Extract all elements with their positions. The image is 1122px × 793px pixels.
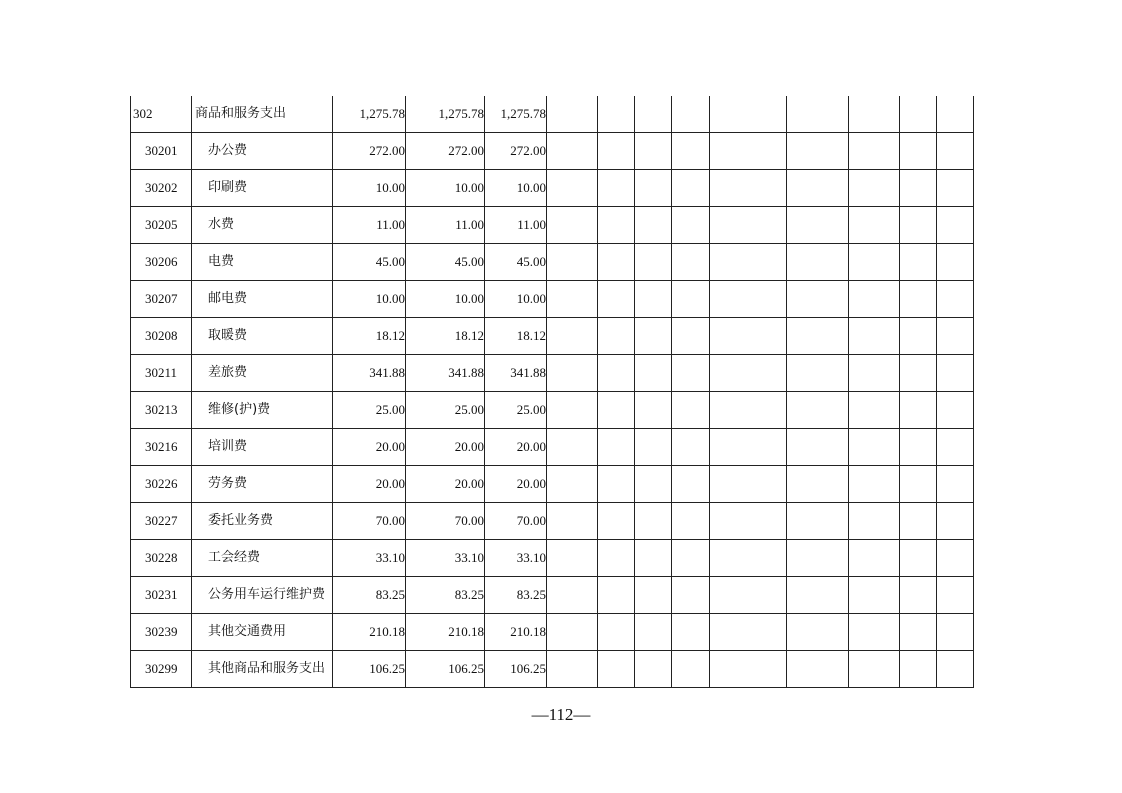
cell-amount-1: 11.00 <box>333 207 406 244</box>
cell-empty <box>635 540 672 577</box>
cell-name: 邮电费 <box>192 281 333 318</box>
cell-name: 水费 <box>192 207 333 244</box>
cell-amount-1: 83.25 <box>333 577 406 614</box>
cell-empty <box>672 170 710 207</box>
cell-code: 30299 <box>131 651 192 688</box>
cell-empty <box>598 503 635 540</box>
table-row <box>131 244 974 281</box>
cell-empty <box>547 392 598 429</box>
cell-amount-1: 1,275.78 <box>333 96 406 133</box>
cell-empty <box>900 170 937 207</box>
cell-empty <box>900 392 937 429</box>
cell-empty <box>710 133 787 170</box>
cell-code: 30216 <box>131 429 192 466</box>
cell-empty <box>900 207 937 244</box>
cell-name: 公务用车运行维护费 <box>192 577 333 614</box>
cell-code: 30201 <box>131 133 192 170</box>
cell-name: 培训费 <box>192 429 333 466</box>
cell-empty <box>547 96 598 133</box>
cell-code: 30213 <box>131 392 192 429</box>
cell-empty <box>900 429 937 466</box>
cell-empty <box>598 318 635 355</box>
table-row <box>131 466 974 503</box>
cell-name: 其他交通费用 <box>192 614 333 651</box>
cell-amount-1: 18.12 <box>333 318 406 355</box>
cell-amount-3: 18.12 <box>485 318 547 355</box>
cell-empty <box>787 170 849 207</box>
cell-amount-2: 20.00 <box>406 466 485 503</box>
cell-empty <box>710 651 787 688</box>
table-row <box>131 133 974 170</box>
cell-empty <box>900 96 937 133</box>
cell-amount-2: 10.00 <box>406 170 485 207</box>
cell-amount-3: 1,275.78 <box>485 96 547 133</box>
cell-empty <box>787 614 849 651</box>
table-row <box>131 429 974 466</box>
cell-empty <box>635 392 672 429</box>
cell-empty <box>598 133 635 170</box>
cell-empty <box>900 503 937 540</box>
cell-amount-3: 83.25 <box>485 577 547 614</box>
cell-empty <box>672 540 710 577</box>
cell-empty <box>937 614 974 651</box>
cell-amount-1: 45.00 <box>333 244 406 281</box>
cell-empty <box>635 355 672 392</box>
cell-empty <box>672 281 710 318</box>
cell-amount-1: 10.00 <box>333 281 406 318</box>
cell-code: 30211 <box>131 355 192 392</box>
cell-empty <box>710 244 787 281</box>
cell-amount-1: 272.00 <box>333 133 406 170</box>
cell-empty <box>900 133 937 170</box>
cell-empty <box>710 355 787 392</box>
cell-empty <box>787 466 849 503</box>
cell-empty <box>672 244 710 281</box>
cell-name: 工会经费 <box>192 540 333 577</box>
cell-amount-2: 45.00 <box>406 244 485 281</box>
cell-empty <box>787 96 849 133</box>
cell-empty <box>672 392 710 429</box>
cell-empty <box>547 540 598 577</box>
cell-empty <box>547 133 598 170</box>
cell-empty <box>849 577 900 614</box>
cell-empty <box>672 207 710 244</box>
cell-code: 30207 <box>131 281 192 318</box>
cell-empty <box>937 503 974 540</box>
cell-empty <box>710 96 787 133</box>
table-row <box>131 281 974 318</box>
cell-code: 30202 <box>131 170 192 207</box>
cell-empty <box>672 651 710 688</box>
cell-amount-3: 45.00 <box>485 244 547 281</box>
cell-empty <box>787 503 849 540</box>
table-row <box>131 392 974 429</box>
cell-empty <box>635 614 672 651</box>
cell-amount-3: 106.25 <box>485 651 547 688</box>
cell-name: 办公费 <box>192 133 333 170</box>
cell-empty <box>635 244 672 281</box>
cell-empty <box>849 96 900 133</box>
cell-amount-2: 210.18 <box>406 614 485 651</box>
cell-empty <box>937 429 974 466</box>
cell-empty <box>849 355 900 392</box>
cell-name: 其他商品和服务支出 <box>192 651 333 688</box>
cell-empty <box>710 170 787 207</box>
cell-empty <box>547 170 598 207</box>
cell-empty <box>787 281 849 318</box>
cell-empty <box>787 207 849 244</box>
cell-name: 电费 <box>192 244 333 281</box>
cell-empty <box>710 392 787 429</box>
cell-amount-3: 33.10 <box>485 540 547 577</box>
cell-empty <box>598 614 635 651</box>
table-row <box>131 96 974 133</box>
cell-empty <box>598 355 635 392</box>
cell-empty <box>672 503 710 540</box>
cell-empty <box>900 244 937 281</box>
cell-empty <box>937 318 974 355</box>
cell-amount-2: 33.10 <box>406 540 485 577</box>
cell-empty <box>598 651 635 688</box>
cell-empty <box>937 133 974 170</box>
cell-empty <box>849 540 900 577</box>
table-row <box>131 503 974 540</box>
cell-amount-1: 106.25 <box>333 651 406 688</box>
cell-empty <box>635 503 672 540</box>
cell-empty <box>900 540 937 577</box>
table-row <box>131 170 974 207</box>
cell-amount-3: 20.00 <box>485 429 547 466</box>
cell-empty <box>635 429 672 466</box>
cell-empty <box>900 651 937 688</box>
cell-code: 30226 <box>131 466 192 503</box>
cell-empty <box>635 281 672 318</box>
cell-empty <box>787 651 849 688</box>
cell-empty <box>787 540 849 577</box>
cell-empty <box>849 170 900 207</box>
cell-empty <box>900 281 937 318</box>
cell-empty <box>900 577 937 614</box>
cell-empty <box>598 170 635 207</box>
cell-name: 委托业务费 <box>192 503 333 540</box>
cell-empty <box>900 355 937 392</box>
cell-amount-3: 25.00 <box>485 392 547 429</box>
budget-table <box>130 96 974 688</box>
cell-amount-2: 83.25 <box>406 577 485 614</box>
cell-empty <box>547 651 598 688</box>
cell-empty <box>937 244 974 281</box>
cell-empty <box>547 207 598 244</box>
cell-amount-1: 210.18 <box>333 614 406 651</box>
cell-empty <box>710 466 787 503</box>
cell-empty <box>937 540 974 577</box>
cell-empty <box>710 429 787 466</box>
cell-empty <box>787 429 849 466</box>
cell-empty <box>937 466 974 503</box>
cell-name: 取暖费 <box>192 318 333 355</box>
cell-amount-1: 341.88 <box>333 355 406 392</box>
cell-empty <box>849 651 900 688</box>
cell-empty <box>635 96 672 133</box>
table-row <box>131 540 974 577</box>
cell-empty <box>849 614 900 651</box>
cell-name: 差旅费 <box>192 355 333 392</box>
cell-amount-2: 10.00 <box>406 281 485 318</box>
cell-code: 30239 <box>131 614 192 651</box>
cell-empty <box>710 207 787 244</box>
cell-empty <box>710 318 787 355</box>
cell-empty <box>598 207 635 244</box>
cell-empty <box>547 503 598 540</box>
cell-amount-3: 210.18 <box>485 614 547 651</box>
cell-empty <box>787 577 849 614</box>
table-row <box>131 207 974 244</box>
cell-empty <box>937 577 974 614</box>
cell-empty <box>672 577 710 614</box>
cell-empty <box>937 207 974 244</box>
cell-amount-3: 10.00 <box>485 170 547 207</box>
cell-empty <box>937 355 974 392</box>
cell-empty <box>635 466 672 503</box>
cell-code: 30228 <box>131 540 192 577</box>
cell-empty <box>710 540 787 577</box>
cell-empty <box>900 614 937 651</box>
cell-code: 30206 <box>131 244 192 281</box>
cell-amount-1: 33.10 <box>333 540 406 577</box>
cell-amount-1: 20.00 <box>333 466 406 503</box>
cell-empty <box>937 651 974 688</box>
table-row <box>131 651 974 688</box>
cell-amount-1: 25.00 <box>333 392 406 429</box>
cell-amount-2: 25.00 <box>406 392 485 429</box>
cell-code: 30231 <box>131 577 192 614</box>
cell-empty <box>849 207 900 244</box>
cell-empty <box>937 96 974 133</box>
cell-empty <box>547 281 598 318</box>
cell-amount-1: 20.00 <box>333 429 406 466</box>
cell-amount-3: 70.00 <box>485 503 547 540</box>
cell-empty <box>672 466 710 503</box>
cell-empty <box>635 133 672 170</box>
cell-empty <box>635 207 672 244</box>
cell-empty <box>849 429 900 466</box>
cell-empty <box>937 392 974 429</box>
cell-empty <box>547 355 598 392</box>
page-number: —112— <box>531 705 591 724</box>
cell-empty <box>849 281 900 318</box>
cell-amount-2: 341.88 <box>406 355 485 392</box>
cell-empty <box>547 429 598 466</box>
cell-empty <box>598 466 635 503</box>
cell-amount-1: 70.00 <box>333 503 406 540</box>
cell-empty <box>672 429 710 466</box>
cell-empty <box>635 170 672 207</box>
cell-amount-2: 18.12 <box>406 318 485 355</box>
cell-empty <box>635 318 672 355</box>
cell-amount-3: 341.88 <box>485 355 547 392</box>
cell-empty <box>598 540 635 577</box>
cell-empty <box>547 577 598 614</box>
cell-name: 劳务费 <box>192 466 333 503</box>
cell-empty <box>787 244 849 281</box>
cell-name: 维修(护)费 <box>192 392 333 429</box>
cell-code: 302 <box>131 96 192 133</box>
cell-empty <box>598 429 635 466</box>
cell-empty <box>849 318 900 355</box>
table-row <box>131 614 974 651</box>
cell-empty <box>635 651 672 688</box>
cell-code: 30208 <box>131 318 192 355</box>
cell-amount-2: 20.00 <box>406 429 485 466</box>
cell-amount-3: 11.00 <box>485 207 547 244</box>
cell-empty <box>672 96 710 133</box>
cell-empty <box>900 318 937 355</box>
cell-empty <box>710 614 787 651</box>
cell-empty <box>787 318 849 355</box>
cell-amount-3: 10.00 <box>485 281 547 318</box>
cell-amount-2: 272.00 <box>406 133 485 170</box>
cell-empty <box>598 244 635 281</box>
cell-code: 30227 <box>131 503 192 540</box>
cell-amount-2: 11.00 <box>406 207 485 244</box>
cell-empty <box>635 577 672 614</box>
cell-empty <box>710 503 787 540</box>
cell-amount-3: 20.00 <box>485 466 547 503</box>
cell-empty <box>937 281 974 318</box>
cell-code: 30205 <box>131 207 192 244</box>
cell-empty <box>598 281 635 318</box>
cell-empty <box>672 133 710 170</box>
cell-empty <box>710 577 787 614</box>
cell-empty <box>672 318 710 355</box>
cell-empty <box>787 355 849 392</box>
cell-empty <box>547 614 598 651</box>
cell-empty <box>672 355 710 392</box>
cell-empty <box>849 392 900 429</box>
cell-empty <box>598 392 635 429</box>
cell-empty <box>900 466 937 503</box>
cell-amount-2: 1,275.78 <box>406 96 485 133</box>
cell-empty <box>547 318 598 355</box>
cell-amount-2: 106.25 <box>406 651 485 688</box>
cell-empty <box>598 577 635 614</box>
cell-empty <box>849 466 900 503</box>
cell-amount-2: 70.00 <box>406 503 485 540</box>
cell-empty <box>849 133 900 170</box>
cell-empty <box>547 466 598 503</box>
cell-empty <box>547 244 598 281</box>
cell-empty <box>937 170 974 207</box>
table-row <box>131 355 974 392</box>
cell-empty <box>710 281 787 318</box>
cell-empty <box>849 244 900 281</box>
cell-empty <box>598 96 635 133</box>
table-row <box>131 318 974 355</box>
table-row <box>131 577 974 614</box>
cell-name: 商品和服务支出 <box>192 96 333 133</box>
cell-amount-3: 272.00 <box>485 133 547 170</box>
cell-name: 印刷费 <box>192 170 333 207</box>
table-body <box>131 96 974 688</box>
cell-empty <box>787 133 849 170</box>
cell-empty <box>849 503 900 540</box>
cell-amount-1: 10.00 <box>333 170 406 207</box>
cell-empty <box>787 392 849 429</box>
cell-empty <box>672 614 710 651</box>
